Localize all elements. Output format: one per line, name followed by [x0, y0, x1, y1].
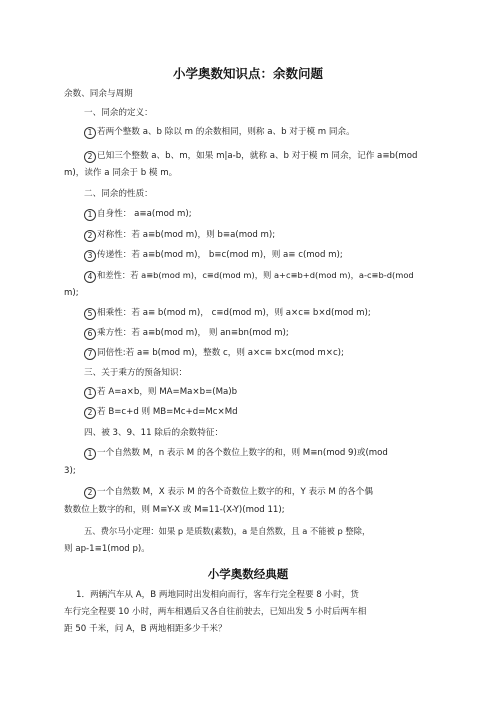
property-3-text: 传递性：若 a≡b(mod m)， b≡c(mod m)，则 a≡ c(mod m); — [97, 250, 343, 260]
circled-number: 1 — [84, 209, 96, 221]
circled-number: 2 — [84, 407, 96, 419]
property-1 — [84, 209, 192, 221]
heading-definition: 一、同余的定义： — [84, 108, 153, 118]
circled-number: 2 — [84, 487, 96, 499]
circled-number: 3 — [84, 250, 96, 262]
page-title: 小学奥数知识点：余数问题 — [172, 66, 323, 81]
circled-number: 6 — [84, 328, 96, 340]
question-1-line-3: 距 50 千米，问 A，B 两地相距多少千米？ — [64, 624, 227, 634]
definition-2 — [84, 151, 417, 163]
power-2 — [84, 407, 238, 419]
heading-power: 三、关于乘方的预备知识： — [84, 368, 188, 378]
property-1-text: 自身性： a≡a(mod m); — [97, 209, 192, 219]
question-1-line-1: 1．两辆汽车从 A，B 两地同时出发相向而行，客车行完全程要 8 小时，货 — [76, 590, 359, 600]
remainder-2-text: 一个自然数 M，X 表示 M 的各个奇数位上数字的和，Y 表示 M 的各个偶 — [97, 487, 373, 497]
circled-number: 7 — [84, 348, 96, 360]
property-2 — [84, 230, 275, 242]
power-1-text: 若 A=a×b，则 MA=Ma×b=(Ma)b — [97, 387, 238, 397]
property-6-text: 乘方性：若 a≡b(mod m)， 则 an≡bn(mod m); — [97, 328, 289, 338]
property-2-text: 对称性：若 a≡b(mod m)，则 b≡a(mod m); — [97, 230, 276, 240]
remainder-2 — [84, 487, 373, 499]
circled-number: 1 — [84, 127, 96, 139]
definition-1 — [84, 127, 355, 139]
circled-number: 5 — [84, 308, 96, 320]
heading-properties: 二、同余的性质： — [84, 189, 153, 199]
property-4-text: 和差性：若 a≡b(mod m)，c≡d(mod m)，则 a+c≡b+d(mod m)，a-c≡b-d(mod — [97, 270, 414, 280]
circled-number: 2 — [84, 151, 96, 163]
property-7-text: 同倍性:若 a≡ b(mod m)，整数 c，则 a×c≡ b×c(mod m×c); — [97, 348, 344, 358]
property-5-text: 相乘性：若 a≡ b(mod m)， c≡d(mod m)，则 a×c≡ b×d(mod m); — [97, 308, 371, 318]
fermat-theorem-cont: 则 ap-1≡1(mod p)。 — [64, 544, 150, 554]
definition-2-text: 已知三个整数 a、b、m，如果 m|a-b，就称 a、b 对于模 m 同余，记作 a≡b(mod — [97, 151, 418, 161]
remainder-2-cont: 数数位上数字的和，则 M≡Y-X 或 M≡11-(X-Y)(mod 11); — [64, 505, 285, 515]
property-4 — [84, 270, 414, 283]
definition-1-text: 若两个整数 a、b 除以 m 的余数相同，则称 a、b 对于模 m 同余。 — [97, 127, 355, 137]
circled-number: 4 — [84, 271, 96, 283]
power-2-text: 若 B=c+d 则 MB=Mc+d=Mc×Md — [97, 407, 238, 417]
power-1 — [84, 387, 237, 399]
circled-number: 1 — [84, 387, 96, 399]
fermat-theorem: 五、费尔马小定理：如果 p 是质数(素数)，a 是自然数，且 a 不能被 p 整除， — [84, 526, 371, 536]
section-heading: 余数、同余与周期 — [64, 89, 133, 99]
property-7 — [84, 348, 344, 360]
circled-number: 1 — [84, 448, 96, 460]
section-title: 小学奥数经典题 — [207, 567, 289, 581]
heading-remainder: 四、被 3、9、11 除后的余数特征： — [84, 428, 224, 438]
property-6 — [84, 328, 289, 340]
property-5 — [84, 308, 371, 320]
circled-number: 2 — [84, 230, 96, 242]
question-1-line-2: 车行完全程要 10 小时，两车相遇后又各自往前驶去，已知出发 5 小时后两车相 — [64, 607, 367, 617]
remainder-1-cont: 3); — [64, 466, 76, 476]
property-4-cont: m); — [64, 288, 79, 298]
remainder-1-text: 一个自然数 M，n 表示 M 的各个数位上数字的和，则 M≡n(mod 9)或(mod — [97, 448, 388, 458]
remainder-1 — [84, 448, 388, 460]
definition-2-cont: m)，读作 a 同余于 b 模 m。 — [64, 168, 178, 178]
property-3 — [84, 250, 343, 262]
